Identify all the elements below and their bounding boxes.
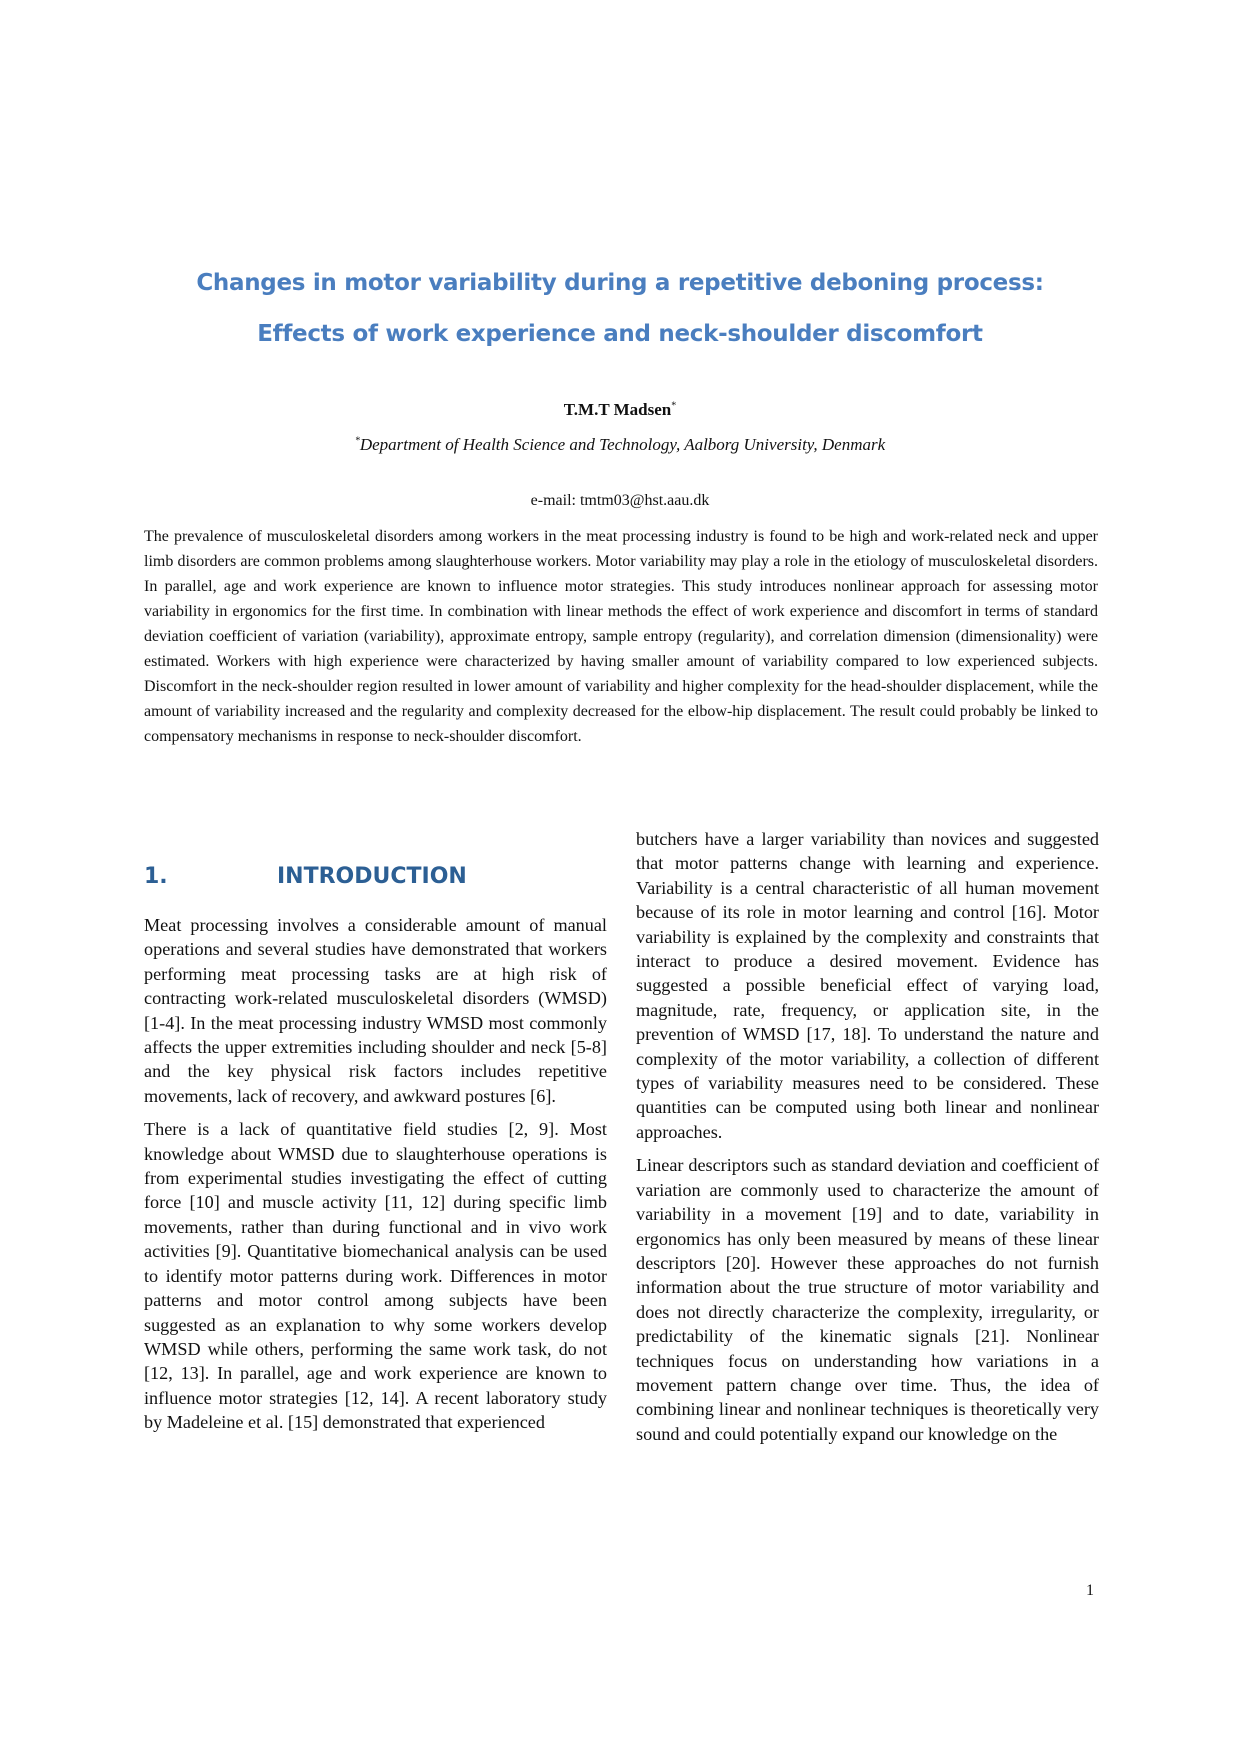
intro-paragraph-2: There is a lack of quantitative field studies [2, 9]. Most knowledge about WMSD due to slaughterhouse operations is from experimental studies investigating the effect of cutting force [10] and muscle activity [11, 12] during specific limb movements, rather than during functional and in vivo work activities [9]. Quantitative biomechanical analysis can be used to identify motor patterns during work. Differences in motor patterns and motor control among subjects have been suggested as an explanation to why some workers develop WMSD while others, performing the same work task, do not [12, 13]. In parallel, age and work experience are known to influence motor strategies [12, 14]. A recent laboratory study by Madeleine et al. [15] demonstrated that experienced	[144, 1119, 607, 1433]
author-marker: *	[671, 400, 677, 412]
right-column	[636, 827, 1099, 1455]
affiliation-marker: *	[354, 435, 360, 447]
left-column	[144, 913, 607, 1444]
affiliation-text: Department of Health Science and Technology, Aalborg University, Denmark	[359, 435, 886, 454]
intro-paragraph-4: Linear descriptors such as standard deviation and coefficient of variation are commonly used to characterize the amount of variability in a movement [19] and to date, variability in ergonomics has only been measured by means of these linear descriptors [20]. However these approaches do not furnish information about the true structure of motor variability and does not directly characterize the complexity, irregularity, or predictability of the kinematic signals [21]. Nonlinear techniques focus on understanding how variations in a movement pattern change over time. Thus, the idea of combining linear and nonlinear techniques is theoretically very sound and could potentially expand our knowledge on the	[636, 1155, 1099, 1444]
author-name: T.M.T Madsen	[563, 400, 672, 419]
intro-paragraph-3: butchers have a larger variability than novices and suggested that motor patterns change with learning and experience. Variability is a central characteristic of all human movement because of its role in motor learning and control [16]. Motor variability is explained by the complexity and constraints that interact to produce a desired movement. Evidence has suggested a possible beneficial effect of varying load, magnitude, rate, frequency, or application site, in the prevention of WMSD [17, 18]. To understand the nature and complexity of the motor variability, a collection of different types of variability measures need to be considered. These quantities can be computed using both linear and nonlinear approaches.	[636, 829, 1099, 1142]
author-line	[0, 400, 1240, 420]
intro-paragraph-1: Meat processing involves a considerable amount of manual operations and several studies have demonstrated that workers performing meat processing tasks are at high risk of contracting work-related musculoskeletal disorders (WMSD) [1-4]. In the meat processing industry WMSD most commonly affects the upper extremities including shoulder and neck [5-8] and the key physical risk factors includes repetitive movements, lack of recovery, and awkward postures [6].	[144, 915, 607, 1106]
section-number: 1.	[144, 864, 168, 889]
affiliation-line	[0, 435, 1240, 455]
page-number: 1	[1086, 1582, 1094, 1599]
paper-title-line-1: Changes in motor variability during a repetitive deboning process:	[196, 270, 1044, 296]
section-heading-introduction	[144, 864, 467, 889]
abstract: The prevalence of musculoskeletal disorders among workers in the meat processing industry is found to be high and work-related neck and upper limb disorders are common problems among slaughterhouse workers. Motor variability may play a role in the etiology of musculoskeletal disorders. In parallel, age and work experience are known to influence motor strategies. This study introduces nonlinear approach for assessing motor variability in ergonomics for the first time. In combination with linear methods the effect of work experience and discomfort in terms of standard deviation coefficient of variation (variability), approximate entropy, sample entropy (regularity), and correlation dimension (dimensionality) were estimated. Workers with high experience were characterized by having smaller amount of variability compared to low experienced subjects. Discomfort in the neck-shoulder region resulted in lower amount of variability and higher complexity for the head-shoulder displacement, while the amount of variability increased and the regularity and complexity decreased for the elbow-hip displacement. The result could probably be linked to compensatory mechanisms in response to neck-shoulder discomfort.	[144, 528, 1098, 745]
paper-title-line-2: Effects of work experience and neck-shoulder discomfort	[257, 321, 983, 347]
section-title: INTRODUCTION	[277, 864, 467, 889]
author-email: e-mail: tmtm03@hst.aau.dk	[530, 492, 710, 509]
